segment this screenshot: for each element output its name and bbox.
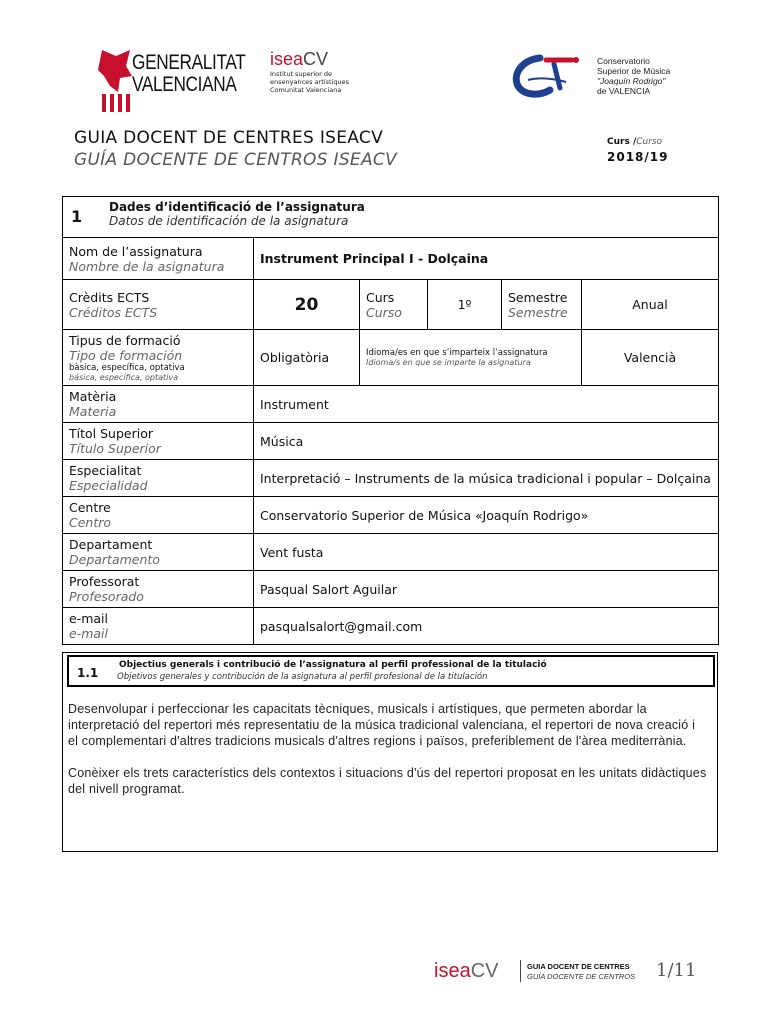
centre-label-ca: Centre xyxy=(69,500,111,515)
generalitat-wordmark xyxy=(132,52,245,96)
iseacv-logo xyxy=(270,50,350,110)
nom-label-ca: Nom de l’assignatura xyxy=(69,243,203,259)
credits-label-ca: Crèdits ECTS xyxy=(69,289,150,305)
nom-label-es: Nombre de la asignatura xyxy=(69,258,225,274)
doc-title-es: GUÍA DOCENTE DE CENTROS ISEACV xyxy=(74,150,398,170)
objectives-title-es: Objetivos generales y contribución de la asignatura al perfil profesional de la titulación xyxy=(117,672,488,682)
especialitat-label-es: Especialidad xyxy=(69,478,148,493)
especialitat-label-ca: Especialitat xyxy=(69,463,142,478)
materia-value: Instrument xyxy=(254,386,719,423)
isea-cv: CV xyxy=(303,49,329,69)
isea-word: isea xyxy=(270,49,304,69)
email-value: pasqualsalort@gmail.com xyxy=(254,608,719,645)
tipus-value: Obligatòria xyxy=(254,330,360,386)
csm-line1: Conservatorio xyxy=(597,56,650,66)
objectives-section xyxy=(62,652,718,852)
objectives-body xyxy=(68,701,708,813)
isea-sub1: Institut superior de xyxy=(270,70,333,78)
objectives-title-ca: Objectius generals i contribució de l’assignatura al perfil professional de la titulació xyxy=(119,660,547,670)
materia-label-ca: Matèria xyxy=(69,389,117,404)
email-label-es: e-mail xyxy=(69,626,108,641)
especialitat-value: Interpretació – Instruments de la música tradicional i popular – Dolçaina xyxy=(254,460,719,497)
professorat-label-ca: Professorat xyxy=(69,574,140,589)
objectives-header xyxy=(67,655,715,687)
csm-line3: "Joaquín Rodrigo" xyxy=(597,76,666,86)
footer-separator xyxy=(520,960,521,982)
idioma-label-ca: Idioma/es en que s’imparteix l’assignatura xyxy=(366,348,548,358)
generalitat-shield-icon xyxy=(96,46,136,114)
academic-year: 2018/19 xyxy=(607,150,669,164)
tipus-label-ca: Tipus de formació xyxy=(69,333,181,348)
semestre-label-es: Semestre xyxy=(508,304,568,320)
footer-title-es: GUÍA DOCENTE DE CENTROS xyxy=(527,972,636,981)
doc-title-ca: GUIA DOCENT DE CENTRES ISEACV xyxy=(74,128,384,148)
csm-line4: de VALENCIA xyxy=(597,86,651,96)
footer-iseacv-logo xyxy=(434,960,499,983)
curs-row-label-es: Curso xyxy=(366,304,402,320)
gv-line2: VALENCIANA xyxy=(132,73,237,96)
isea-sub2: ensenyances artístiques xyxy=(270,78,349,86)
conservatorio-wordmark xyxy=(597,56,670,96)
departament-label-ca: Departament xyxy=(69,537,153,552)
objectives-paragraph-1: Desenvolupar i perfeccionar les capacitats tècniques, musicals i artístiques, que permeten abordar la interpretació del repertori més representatiu de la música tradicional valenciana, el repertori de nova creació i el complementari d'altres tradicions musicals d'altres regions i països, preferiblement de l'àrea mediterrània. xyxy=(68,702,696,748)
section1-header xyxy=(63,197,719,238)
objectives-paragraph-2: Conèixer els trets característics dels contextos i situacions d'ús del repertori proposat en les unitats didàctiques del nivell programat. xyxy=(68,766,707,796)
footer-cv: CV xyxy=(470,960,499,982)
idioma-label-es: Idioma/s en que se imparte la asignatura xyxy=(366,358,531,367)
email-label-ca: e-mail xyxy=(69,611,108,626)
csm-line2: Superior de Música xyxy=(597,66,671,76)
credits-value: 20 xyxy=(254,280,360,330)
nom-value: Instrument Principal I - Dolçaina xyxy=(254,238,719,280)
curs-label-ca: Curs / xyxy=(607,137,637,147)
curs-row-label-ca: Curs xyxy=(366,289,395,305)
materia-label-es: Materia xyxy=(69,404,117,419)
page-number: 1/11 xyxy=(656,960,697,981)
section1-title-es: Datos de identificación de la asignatura xyxy=(109,214,349,228)
titol-value: Música xyxy=(254,423,719,460)
footer-isea: isea xyxy=(434,960,471,982)
professorat-label-es: Profesorado xyxy=(69,589,144,604)
footer-title-ca: GUIA DOCENT DE CENTRES xyxy=(527,962,630,971)
centre-label-es: Centro xyxy=(69,515,112,530)
tipus-sub-ca: bàsica, específica, optativa xyxy=(69,363,185,373)
semestre-value: Anual xyxy=(582,280,719,330)
departament-label-es: Departamento xyxy=(69,552,160,567)
gv-line1: GENERALITAT xyxy=(132,51,246,74)
centre-value: Conservatorio Superior de Música «Joaquín Rodrigo» xyxy=(254,497,719,534)
semestre-label-ca: Semestre xyxy=(508,289,568,305)
titol-label-es: Título Superior xyxy=(69,441,161,456)
curs-label-es: Curso xyxy=(636,137,663,147)
isea-sub3: Comunitat Valenciana xyxy=(270,86,342,94)
curs-value: 1º xyxy=(428,280,502,330)
conservatorio-logo-icon xyxy=(510,50,590,100)
idioma-value: Valencià xyxy=(582,330,719,386)
objectives-num: 1.1 xyxy=(77,666,99,680)
section1-num: 1 xyxy=(71,207,83,226)
tipus-label-es: Tipo de formación xyxy=(69,348,183,363)
professorat-value: Pasqual Salort Aguilar xyxy=(254,571,719,608)
credits-label-es: Créditos ECTS xyxy=(69,304,158,320)
titol-label-ca: Títol Superior xyxy=(69,426,153,441)
section1-title-ca: Dades d’identificació de l’assignatura xyxy=(109,200,365,214)
identification-table xyxy=(62,196,719,645)
curs-label xyxy=(607,137,662,147)
departament-value: Vent fusta xyxy=(254,534,719,571)
tipus-sub-es: básica, específica, optativa xyxy=(69,373,179,382)
